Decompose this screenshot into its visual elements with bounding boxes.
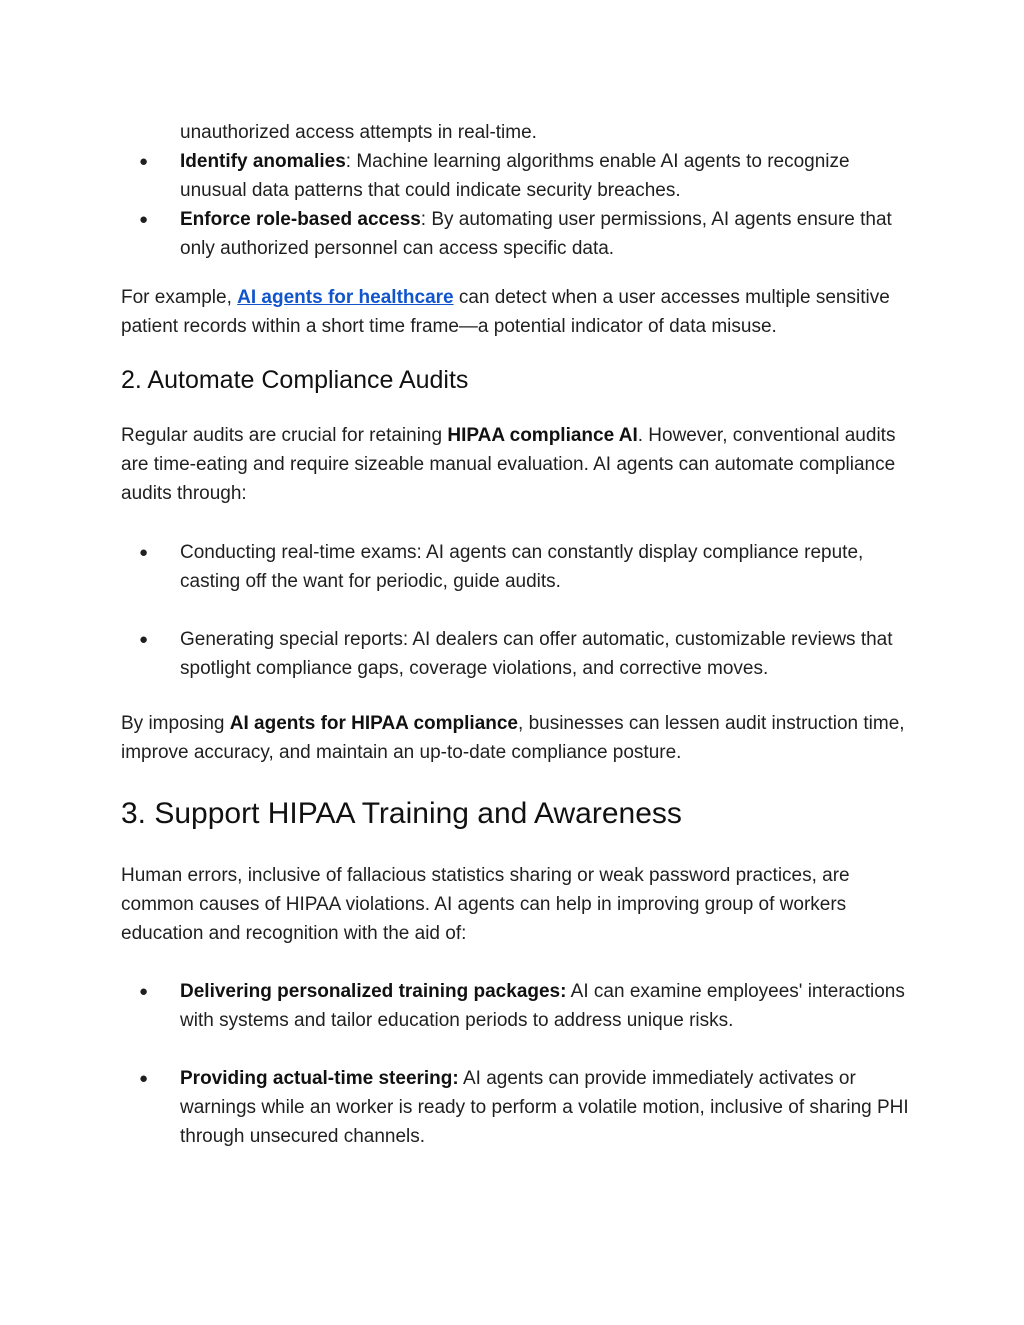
section-closing	[121, 709, 911, 767]
list-item-text: AI can examine employees' interactions with systems and tailor education periods to address unique risks.	[180, 981, 905, 1031]
list-item-text: Generating special reports: AI dealers can offer automatic, customizable reviews that spotlight compliance gaps, coverage violations, and corrective moves.	[180, 629, 893, 679]
paragraph-text: can detect when a user accesses multiple sensitive patient records within a short time frame—a potential indicator of data misuse.	[121, 287, 890, 337]
paragraph-text: , businesses can lessen audit instruction time, improve accuracy, and maintain an up-to-date compliance posture.	[121, 713, 905, 763]
bullet-icon: ●	[139, 211, 149, 228]
list-item-text: : Machine learning algorithms enable AI agents to recognize unusual data patterns that could indicate security breaches.	[180, 151, 850, 201]
bullet-icon: ●	[139, 631, 149, 648]
section2-bullet-list	[121, 538, 911, 683]
list-item	[121, 205, 911, 263]
paragraph-text: . However, conventional audits are time-eating and require sizeable manual evaluation. AI agents can automate compliance audits through:	[121, 425, 896, 504]
list-item	[121, 625, 911, 683]
list-item	[121, 147, 911, 205]
list-item-bold: Identify anomalies	[180, 151, 346, 172]
list-item-text: AI agents can provide immediately activates or warnings while an worker is ready to perform a volatile motion, inclusive of sharing PHI through unsecured channels.	[180, 1068, 909, 1147]
section-heading: 2. Automate Compliance Audits	[121, 366, 469, 394]
example-paragraph	[121, 283, 911, 341]
list-continuation: unauthorized access attempts in real-time.	[180, 122, 537, 143]
paragraph-text: By imposing	[121, 713, 230, 734]
healthcare-link[interactable]: AI agents for healthcare	[237, 287, 454, 308]
list-item-bold: Providing actual-time steering:	[180, 1068, 459, 1089]
paragraph-text: For example,	[121, 287, 238, 308]
list-item-bold: Delivering personalized training packages:	[180, 981, 567, 1002]
bullet-icon: ●	[139, 983, 149, 1000]
section-heading: 3. Support HIPAA Training and Awareness	[121, 797, 682, 830]
list-item	[121, 1064, 911, 1151]
paragraph-text: Regular audits are crucial for retaining	[121, 425, 448, 446]
paragraph-bold: HIPAA compliance AI	[447, 425, 638, 446]
bullet-icon: ●	[139, 1070, 149, 1087]
list-item	[121, 977, 911, 1035]
list-item-bold: Enforce role-based access	[180, 209, 421, 230]
section3-bullet-list	[121, 977, 911, 1151]
paragraph-bold: AI agents for HIPAA compliance	[229, 713, 519, 734]
list-item-text: Conducting real-time exams: AI agents can constantly display compliance repute, casting off the want for periodic, guide audits.	[180, 542, 864, 592]
list-item-text: : By automating user permissions, AI agents ensure that only authorized personnel can access specific data.	[180, 209, 892, 259]
bullet-icon: ●	[139, 153, 149, 170]
section-intro: Human errors, inclusive of fallacious statistics sharing or weak password practices, are common causes of HIPAA violations. AI agents can help in improving group of workers education and recognition with the aid of:	[121, 865, 850, 944]
list-item	[121, 538, 911, 596]
bullet-icon: ●	[139, 544, 149, 561]
top-bullet-list	[121, 147, 911, 263]
document-content	[121, 118, 911, 1151]
section-intro	[121, 421, 911, 508]
